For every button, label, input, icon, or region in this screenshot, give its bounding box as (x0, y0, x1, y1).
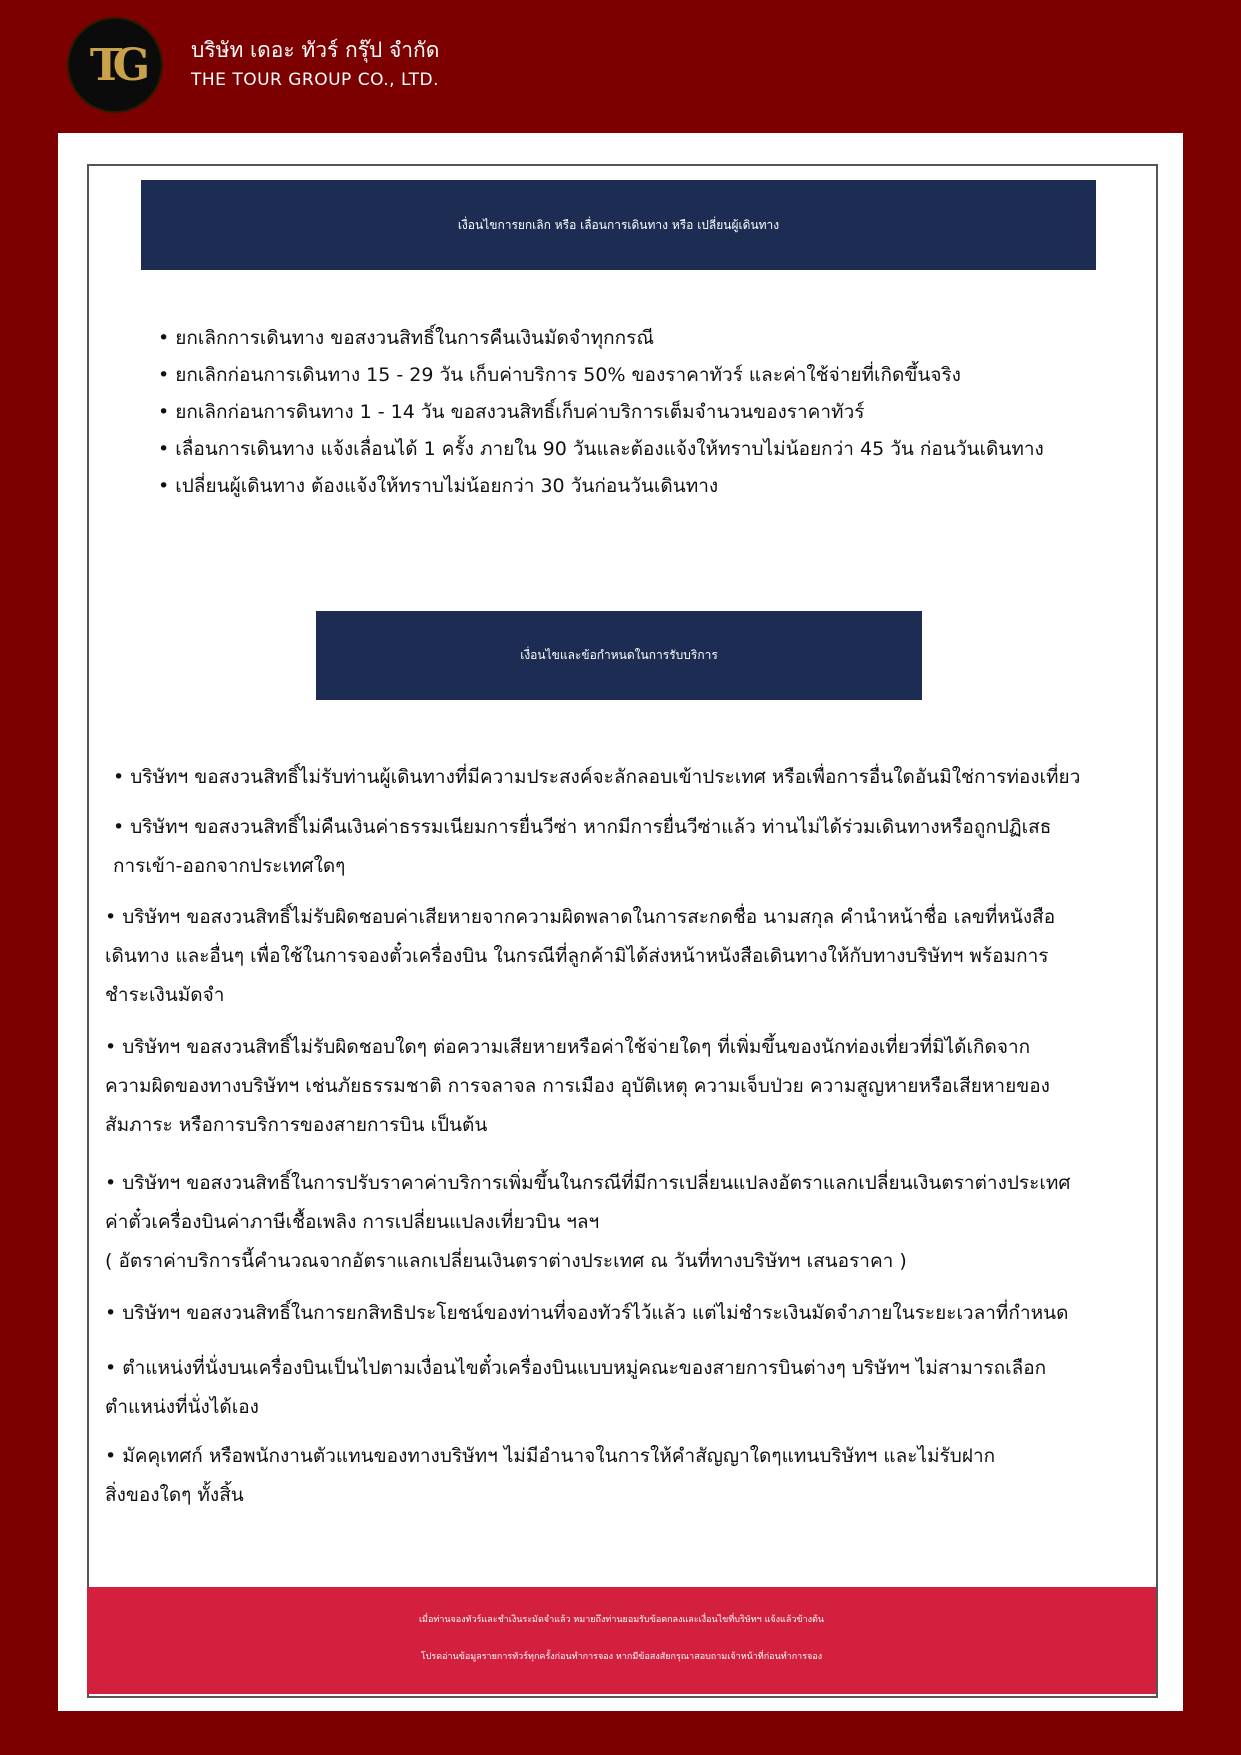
term-item (105, 1294, 1068, 1333)
company-name-en: THE TOUR GROUP CO., LTD. (191, 70, 439, 90)
term-line: สัมภาระ หรือการบริการของสายการบิน เป็นต้น (105, 1114, 488, 1136)
cancellation-item: • ยกเลิกการเดินทาง ขอสงวนสิทธิ์ในการคืนเงินมัดจำทุกกรณี (158, 320, 1044, 357)
term-line: • บริษัทฯ ขอสงวนสิทธิ์ไม่คืนเงินค่าธรรมเนียมการยื่นวีซ่า หากมีการยื่นวีซ่าแล้ว ท่านไม่ได้ร่วมเดินทางหรือถูกปฏิเสธ (113, 816, 1052, 838)
term-line: ความผิดของทางบริษัทฯ เช่นภัยธรรมชาติ การจลาจล การเมือง อุบัติเหตุ ความเจ็บป่วย ความสูญหายหรือเสียหายของ (105, 1075, 1050, 1097)
term-item (105, 1028, 1050, 1145)
term-line: • บริษัทฯ ขอสงวนสิทธิ์ไม่รับผิดชอบค่าเสียหายจากความผิดพลาดในการสะกดชื่อ นามสกุล คำนำหน้าชื่อ เลขที่หนังสือ (105, 906, 1056, 928)
cancellation-item: • ยกเลิกก่อนการดินทาง 1 - 14 วัน ขอสงวนสิทธิ์เก็บค่าบริการเต็มจำนวนของราคาทัวร์ (158, 394, 1044, 431)
term-item (105, 1164, 1070, 1281)
cancellation-item: • ยกเลิกก่อนการเดินทาง 15 - 29 วัน เก็บค่าบริการ 50% ของราคาทัวร์ และค่าใช้จ่ายที่เกิดขึ้นจริง (158, 357, 1044, 394)
term-line: ตำแหน่งที่นั่งได้เอง (105, 1396, 259, 1418)
logo-monogram: TG (89, 39, 141, 91)
term-line: • มัคคุเทศก์ หรือพนักงานตัวแทนของทางบริษัทฯ ไม่มีอำนาจในการให้คำสัญญาใดๆแทนบริษัทฯ และไม่รับฝาก (105, 1445, 996, 1467)
footer-notice (87, 1587, 1156, 1694)
term-line: การเข้า-ออกจากประเทศใดๆ (113, 855, 346, 877)
term-line: • ตำแหน่งที่นั่งบนเครื่องบินเป็นไปตามเงื่อนไขตั๋วเครื่องบินแบบหมู่คณะของสายการบินต่างๆ บริษัทฯ ไม่สามารถเลือก (105, 1357, 1047, 1379)
cancellation-item: • เลื่อนการเดินทาง แจ้งเลื่อนได้ 1 ครั้ง ภายใน 90 วันและต้องแจ้งให้ทราบไม่น้อยกว่า 45 วัน ก่อนวันเดินทาง (158, 431, 1044, 468)
cancellation-list (158, 320, 1044, 505)
cancellation-title: เงื่อนไขการยกเลิก หรือ เลื่อนการเดินทาง หรือ เปลี่ยนผู้เดินทาง (141, 180, 1096, 270)
term-item (105, 898, 1055, 1015)
term-item (113, 758, 1080, 797)
term-line: สิ่งของใดๆ ทั้งสิ้น (105, 1484, 244, 1506)
term-line: ชำระเงินมัดจำ (105, 984, 225, 1006)
cancellation-item: • เปลี่ยนผู้เดินทาง ต้องแจ้งให้ทราบไม่น้อยกว่า 30 วันก่อนวันเดินทาง (158, 468, 1044, 505)
term-line: • บริษัทฯ ขอสงวนสิทธิ์ไม่รับท่านผู้เดินทางที่มีความประสงค์จะลักลอบเข้าประเทศ หรือเพื่อการอื่นใดอันมิใช่การท่องเที่ยว (113, 766, 1081, 788)
footer-line: โปรดอ่านข้อมูลรายการทัวร์ทุกครั้งก่อนทำการจอง หากมีข้อสงสัยกรุณาสอบถามเจ้าหน้าที่ก่อนทำการจอง (420, 1652, 823, 1662)
term-line: เดินทาง และอื่นๆ เพื่อใช้ในการจองตั๋วเครื่องบิน ในกรณีที่ลูกค้ามิได้ส่งหน้าหนังสือเดินทางให้กับทางบริษัทฯ พร้อมการ (105, 945, 1049, 967)
term-item (105, 1437, 995, 1515)
term-line: • บริษัทฯ ขอสงวนสิทธิ์ในการปรับราคาค่าบริการเพิ่มขึ้นในกรณีที่มีการเปลี่ยนแปลงอัตราแลกเปลี่ยนเงินตราต่างประเทศ (105, 1172, 1071, 1194)
term-line: ( อัตราค่าบริการนี้คำนวณจากอัตราแลกเปลี่ยนเงินตราต่างประเทศ ณ วันที่ทางบริษัทฯ เสนอราคา ) (105, 1250, 907, 1272)
term-item (113, 808, 1051, 886)
footer-line: เมื่อท่านจองทัวร์และชำเงินระมัดจำแล้ว หมายถึงท่านยอมรับข้อตกลงและเงื่อนไขที่บริษัทฯ แจ้งแล้วข้างต้น (418, 1615, 825, 1625)
term-item (105, 1349, 1046, 1427)
terms-title: เงื่อนไขและข้อกำหนดในการรับบริการ (316, 611, 922, 700)
term-line: • บริษัทฯ ขอสงวนสิทธิ์ไม่รับผิดชอบใดๆ ต่อความเสียหายหรือค่าใช้จ่ายใดๆ ที่เพิ่มขึ้นของนักท่องเที่ยวที่มิได้เกิดจาก (105, 1036, 1031, 1058)
term-line: ค่าตั๋วเครื่องบินค่าภาษีเชื้อเพลิง การเปลี่ยนแปลงเที่ยวบิน ฯลฯ (105, 1211, 600, 1233)
term-line: • บริษัทฯ ขอสงวนสิทธิ์ในการยกสิทธิประโยชน์ของท่านที่จองทัวร์ไว้แล้ว แต่ไม่ชำระเงินมัดจำภายในระยะเวลาที่กำหนด (105, 1302, 1069, 1324)
company-name-th: บริษัท เดอะ ทัวร์ กรุ๊ป จำกัด (191, 38, 440, 62)
page-header (0, 0, 1241, 130)
company-logo (67, 17, 163, 113)
